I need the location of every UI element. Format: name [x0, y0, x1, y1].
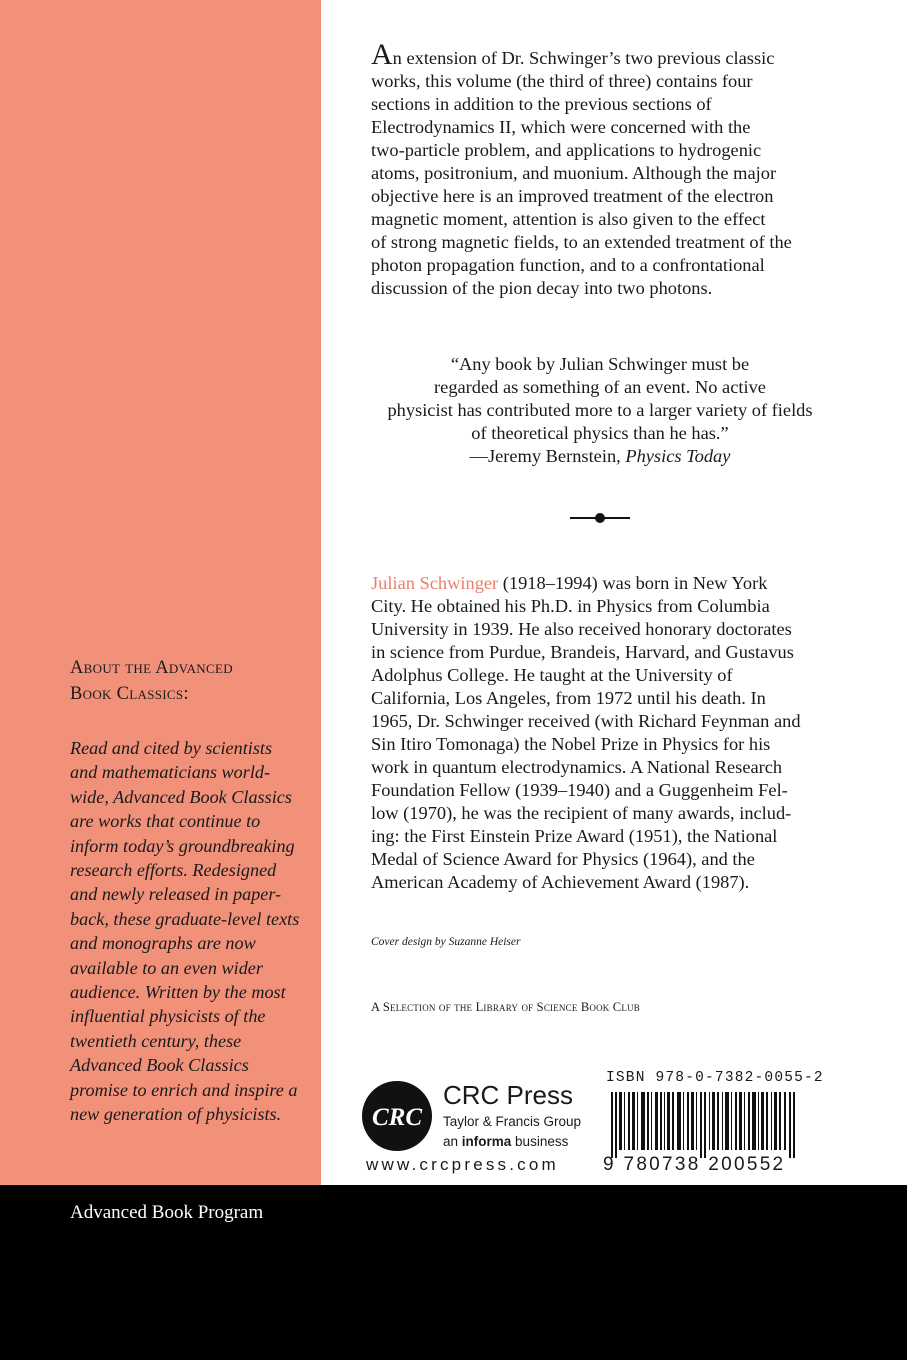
bio-line: Medal of Science Award for Physics (1964), and the [371, 849, 755, 869]
about-line: and mathematicians world- [70, 762, 271, 783]
quote-author: —Jeremy Bernstein, [469, 446, 626, 466]
about-line: and newly released in paper- [70, 884, 282, 905]
about-line: influential physicists of the [70, 1006, 266, 1027]
about-line: promise to enrich and inspire a [70, 1079, 298, 1100]
bio-line: low (1970), he was the recipient of many awards, includ- [371, 803, 792, 823]
review-quote [360, 353, 840, 468]
description-line: n extension of Dr. Schwinger’s two previous classic [392, 48, 775, 68]
description-line: photon propagation function, and to a confrontational [371, 255, 765, 275]
crc-logo-text: CRC [371, 1104, 423, 1131]
library-selection: A Selection of the Library of Science Book Club [371, 1000, 640, 1014]
bio-line: (1918–1994) was born in New York [498, 573, 768, 593]
description-line: atoms, positronium, and muonium. Although the major [371, 163, 777, 183]
book-description [371, 38, 841, 300]
description-line: sections in addition to the previous sections of [371, 94, 712, 114]
quote-line: regarded as something of an event. No active [434, 377, 766, 397]
bio-line: in science from Purdue, Brandeis, Harvard, and Gustavus [371, 642, 794, 662]
description-line: works, this volume (the third of three) contains four [371, 71, 753, 91]
barcode-icon [603, 1092, 808, 1158]
about-line: and monographs are now [70, 933, 256, 954]
informa-prefix: an [443, 1134, 462, 1149]
about-line: wide, Advanced Book Classics [70, 786, 292, 807]
quote-line: “Any book by Julian Schwinger must be [450, 354, 750, 374]
ornament-divider-icon [570, 508, 630, 528]
publisher-name: CRC Press [443, 1080, 574, 1110]
about-heading-line-1: About the Advanced [70, 658, 233, 678]
isbn-label: ISBN 978-0-7382-0055-2 [606, 1070, 824, 1086]
bio-line: 1965, Dr. Schwinger received (with Richard Feynman and [371, 711, 801, 731]
publisher-group: Taylor & Francis Group [443, 1114, 582, 1129]
barcode-digits: 9 780738 200552 [603, 1154, 786, 1175]
about-line: audience. Written by the most [70, 982, 286, 1003]
description-line: magnetic moment, attention is also given to the effect [371, 209, 766, 229]
cover-credit: Cover design by Suzanne Heiser [371, 936, 521, 948]
description-line: objective here is an improved treatment of the electron [371, 186, 774, 206]
bio-line: University in 1939. He also received honorary doctorates [371, 619, 792, 639]
about-line: are works that continue to [70, 811, 261, 832]
bio-line: Adolphus College. He taught at the University of [371, 665, 733, 685]
about-line: available to an even wider [70, 957, 263, 978]
quote-line: of theoretical physics than he has.” [471, 423, 729, 443]
author-bio [371, 572, 841, 894]
bio-line: Foundation Fellow (1939–1940) and a Guggenheim Fel- [371, 780, 788, 800]
description-line: Electrodynamics II, which were concerned with the [371, 117, 751, 137]
about-line: back, these graduate-level texts [70, 908, 300, 929]
author-name: Julian Schwinger [371, 573, 499, 593]
about-line: new generation of physicists. [70, 1104, 282, 1125]
informa-suffix: business [511, 1134, 569, 1149]
quote-attribution [360, 445, 840, 468]
about-line: research efforts. Redesigned [70, 860, 277, 881]
quote-line: physicist has contributed more to a larger variety of fields [387, 400, 813, 420]
about-body [70, 736, 315, 1127]
bio-line: California, Los Angeles, from 1972 until his death. In [371, 688, 766, 708]
about-line: inform today’s groundbreaking [70, 835, 295, 856]
about-line: Advanced Book Classics [70, 1055, 249, 1076]
description-line: discussion of the pion decay into two photons. [371, 278, 713, 298]
about-line: Read and cited by scientists [70, 738, 273, 758]
bio-line: City. He obtained his Ph.D. in Physics from Columbia [371, 596, 770, 616]
bio-line: ing: the First Einstein Prize Award (1951), the National [371, 826, 778, 846]
publisher-informa [443, 1134, 568, 1149]
dropcap: A [371, 38, 393, 71]
publisher-url: www.crcpress.com [366, 1155, 559, 1174]
bio-line: Sin Itiro Tomonaga) the Nobel Prize in Physics for his [371, 734, 771, 754]
program-name: Advanced Book Program [70, 1202, 264, 1223]
about-line: twentieth century, these [70, 1030, 242, 1051]
crc-logo-icon [361, 1080, 433, 1152]
quote-source: Physics Today [625, 446, 731, 466]
about-heading [70, 655, 310, 707]
description-line: two-particle problem, and applications to hydrogenic [371, 140, 762, 160]
bio-line: American Academy of Achievement Award (1987). [371, 872, 750, 892]
about-heading-line-2: Book Classics: [70, 684, 189, 704]
informa-bold: informa [461, 1134, 512, 1149]
bio-line: work in quantum electrodynamics. A National Research [371, 757, 783, 777]
description-line: of strong magnetic fields, to an extended treatment of the [371, 232, 792, 252]
